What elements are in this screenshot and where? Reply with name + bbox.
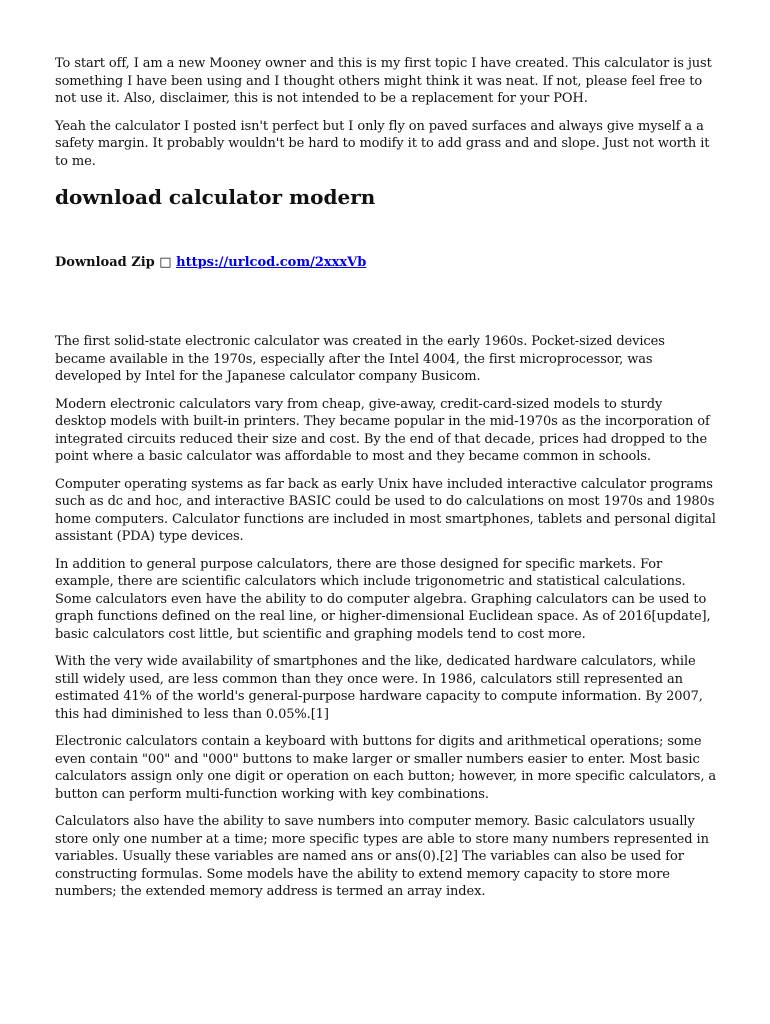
intro-paragraph-2: Yeah the calculator I posted isn't perfect but I only fly on paved surfaces and always give myself a a safety margin. It probably wouldn't be hard to modify it to add grass and and slope. Just not worth it to me. bbox=[55, 118, 710, 169]
body-paragraph-1: The first solid-state electronic calculator was created in the early 1960s. Pocket-sized devices became available in the 1970s, especially after the Intel 4004, the first microprocessor, was developed by Intel for the Japanese calculator company Busicom. bbox=[55, 334, 665, 384]
body-paragraph-3: Computer operating systems as far back as early Unix have included interactive calculator programs such as dc and hoc, and interactive BASIC could be used to do calculations on most 1970s and 1980s home computers. Calculator functions are included in most smartphones, tablets and personal digital assistant (PDA) type devices. bbox=[55, 476, 716, 544]
download-line bbox=[55, 254, 717, 271]
download-link[interactable]: https://urlcod.com/2xxxVb bbox=[176, 255, 367, 270]
box-glyph-icon: □ bbox=[159, 255, 172, 270]
body-paragraph-4: In addition to general purpose calculators, there are those designed for specific markets. For example, there are scientific calculators which include trigonometric and statistical calculations. Some calculators even have the ability to do computer algebra. Graphing calculators can be used to graph functions defined on the real line, or higher-dimensional Euclidean space. As of 2016[update], basic calculators cost little, but scientific and graphing models tend to cost more. bbox=[55, 556, 711, 642]
document-page bbox=[55, 55, 717, 911]
section-heading: download calculator modern bbox=[55, 185, 376, 209]
intro-paragraph-1: To start off, I am a new Mooney owner and this is my first topic I have created. This calculator is just something I have been using and I thought others might think it was neat. If not, please feel free to not use it. Also, disclaimer, this is not intended to be a replacement for your POH. bbox=[55, 56, 712, 106]
body-paragraph-5: With the very wide availability of smartphones and the like, dedicated hardware calculators, while still widely used, are less common than they once were. In 1986, calculators still represented an estimated 41% of the world's general-purpose hardware capacity to compute information. By 2007, this had diminished to less than 0.05%.[1] bbox=[55, 654, 703, 722]
body-paragraph-2: Modern electronic calculators vary from cheap, give-away, credit-card-sized models to sturdy desktop models with built-in printers. They became popular in the mid-1970s as the incorporation of integrated circuits reduced their size and cost. By the end of that decade, prices had dropped to the point where a basic calculator was affordable to most and they became common in schools. bbox=[55, 396, 710, 464]
body-paragraph-7: Calculators also have the ability to save numbers into computer memory. Basic calculators usually store only one number at a time; more specific types are able to store many numbers represented in variables. Usually these variables are named ans or ans(0).[2] The variables can also be used for constructing formulas. Some models have the ability to extend memory capacity to store more numbers; the extended memory address is termed an array index. bbox=[55, 814, 709, 899]
spacer bbox=[55, 271, 717, 333]
download-label: Download Zip bbox=[55, 255, 155, 270]
body-paragraph-6: Electronic calculators contain a keyboard with buttons for digits and arithmetical operations; some even contain "00" and "000" buttons to make larger or smaller numbers easier to enter. Most basic calculators assign only one digit or operation on each button; however, in more specific calculators, a button can perform multi-function working with key combinations. bbox=[55, 734, 717, 802]
